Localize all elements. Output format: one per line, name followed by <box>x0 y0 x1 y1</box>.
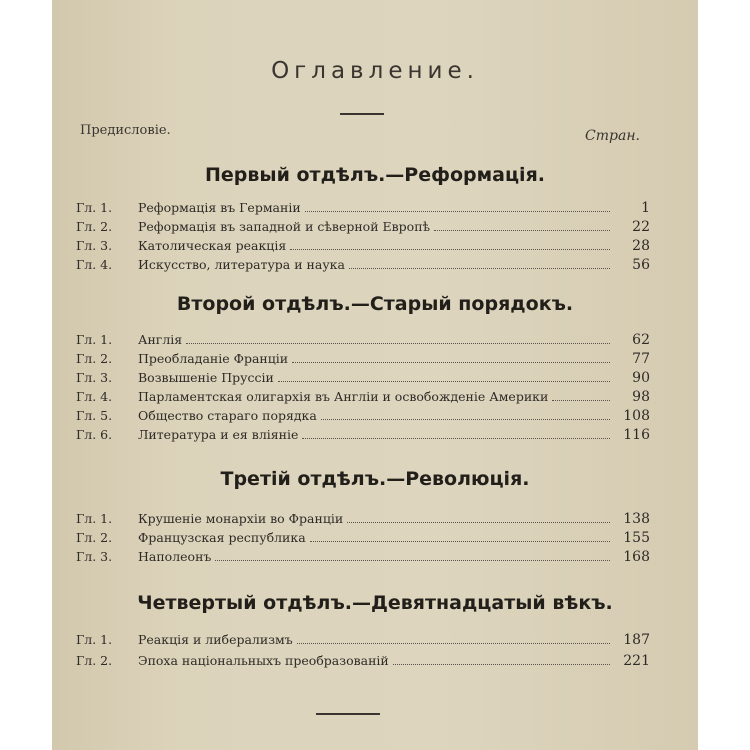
toc-entry <box>76 389 650 407</box>
section-heading-4: Четвертый отдѣлъ.—Девятнадцатый вѣкъ. <box>137 592 613 614</box>
chapter-title: Французская республика <box>138 530 306 545</box>
chapter-title: Реформація въ Германіи <box>138 200 301 215</box>
preface-label: Предисловіе. <box>80 123 171 138</box>
toc-entry <box>76 408 650 426</box>
dot-leader <box>290 248 610 250</box>
toc-entry <box>76 632 650 650</box>
chapter-title: Реформація въ западной и сѣверной Европѣ <box>138 219 431 234</box>
toc-entry <box>76 219 650 237</box>
page-number: 116 <box>623 427 650 443</box>
chapter-number: Гл. 3. <box>76 370 113 385</box>
toc-entry <box>76 511 650 529</box>
chapter-number: Гл. 4. <box>76 257 113 272</box>
toc-entry <box>76 238 650 256</box>
chapter-number: Гл. 3. <box>76 238 113 253</box>
chapter-title: Парламентская олигархія въ Англіи и освобожденіе Америки <box>138 389 549 404</box>
page-number: 56 <box>632 257 650 273</box>
page-number: 22 <box>632 219 650 235</box>
dot-leader <box>393 663 610 665</box>
chapter-number: Гл. 2. <box>76 653 113 668</box>
chapter-number: Гл. 5. <box>76 408 113 423</box>
chapter-title: Общество стараго порядка <box>138 408 317 423</box>
title-underline <box>340 113 384 115</box>
chapter-number: Гл. 6. <box>76 427 113 442</box>
dot-leader <box>321 418 610 420</box>
dot-leader <box>278 380 610 382</box>
chapter-title: Крушеніе монархіи во Франціи <box>138 511 344 526</box>
chapter-title: Реакція и либерализмъ <box>138 632 293 647</box>
toc-entry <box>76 427 650 445</box>
toc-entry <box>76 653 650 671</box>
section-heading-1: Первый отдѣлъ.—Реформація. <box>204 164 545 186</box>
book-page <box>52 0 698 750</box>
dot-leader <box>310 540 610 542</box>
page-number: 62 <box>632 332 650 348</box>
chapter-number: Гл. 2. <box>76 530 113 545</box>
page-number: 138 <box>623 511 650 527</box>
chapter-number: Гл. 1. <box>76 200 113 215</box>
page-number: 98 <box>632 389 650 405</box>
toc-entry <box>76 549 650 567</box>
dot-leader <box>349 267 610 269</box>
dot-leader <box>302 437 610 439</box>
chapter-number: Гл. 1. <box>76 332 113 347</box>
page-title: Оглавлениe. <box>271 58 479 84</box>
toc-entry <box>76 370 650 388</box>
chapter-number: Гл. 2. <box>76 351 113 366</box>
page-number: 1 <box>641 200 650 216</box>
chapter-title: Преобладаніе Франціи <box>138 351 289 366</box>
chapter-number: Гл. 3. <box>76 549 113 564</box>
bottom-rule <box>316 713 380 715</box>
dot-leader <box>552 399 610 401</box>
toc-entry <box>76 200 650 218</box>
chapter-title: Наполеонъ <box>138 549 212 564</box>
pages-column-label: Стран. <box>585 128 640 144</box>
chapter-title: Католическая реакція <box>138 238 287 253</box>
page-number: 90 <box>632 370 650 386</box>
dot-leader <box>215 559 610 561</box>
dot-leader <box>305 210 610 212</box>
section-heading-3: Третій отдѣлъ.—Революція. <box>220 468 530 490</box>
chapter-title: Литература и ея вліяніе <box>138 427 299 442</box>
dot-leader <box>434 229 610 231</box>
dot-leader <box>186 342 610 344</box>
page-number: 221 <box>623 653 650 669</box>
chapter-title: Англія <box>138 332 183 347</box>
page-number: 108 <box>623 408 650 424</box>
chapter-number: Гл. 1. <box>76 511 113 526</box>
toc-entry <box>76 530 650 548</box>
page-number: 77 <box>632 351 650 367</box>
toc-entry <box>76 257 650 275</box>
chapter-number: Гл. 4. <box>76 389 113 404</box>
dot-leader <box>292 361 610 363</box>
page-number: 155 <box>623 530 650 546</box>
page-number: 187 <box>623 632 650 648</box>
toc-entry <box>76 332 650 350</box>
chapter-number: Гл. 2. <box>76 219 113 234</box>
dot-leader <box>297 642 610 644</box>
page-number: 168 <box>623 549 650 565</box>
chapter-title: Искусство, литература и наука <box>138 257 345 272</box>
dot-leader <box>347 521 610 523</box>
page-number: 28 <box>632 238 650 254</box>
section-heading-2: Второй отдѣлъ.—Старый порядокъ. <box>176 293 574 315</box>
toc-entry <box>76 351 650 369</box>
chapter-number: Гл. 1. <box>76 632 113 647</box>
chapter-title: Возвышеніе Пруссіи <box>138 370 274 385</box>
chapter-title: Эпоха національныхъ преобразованій <box>138 653 389 668</box>
